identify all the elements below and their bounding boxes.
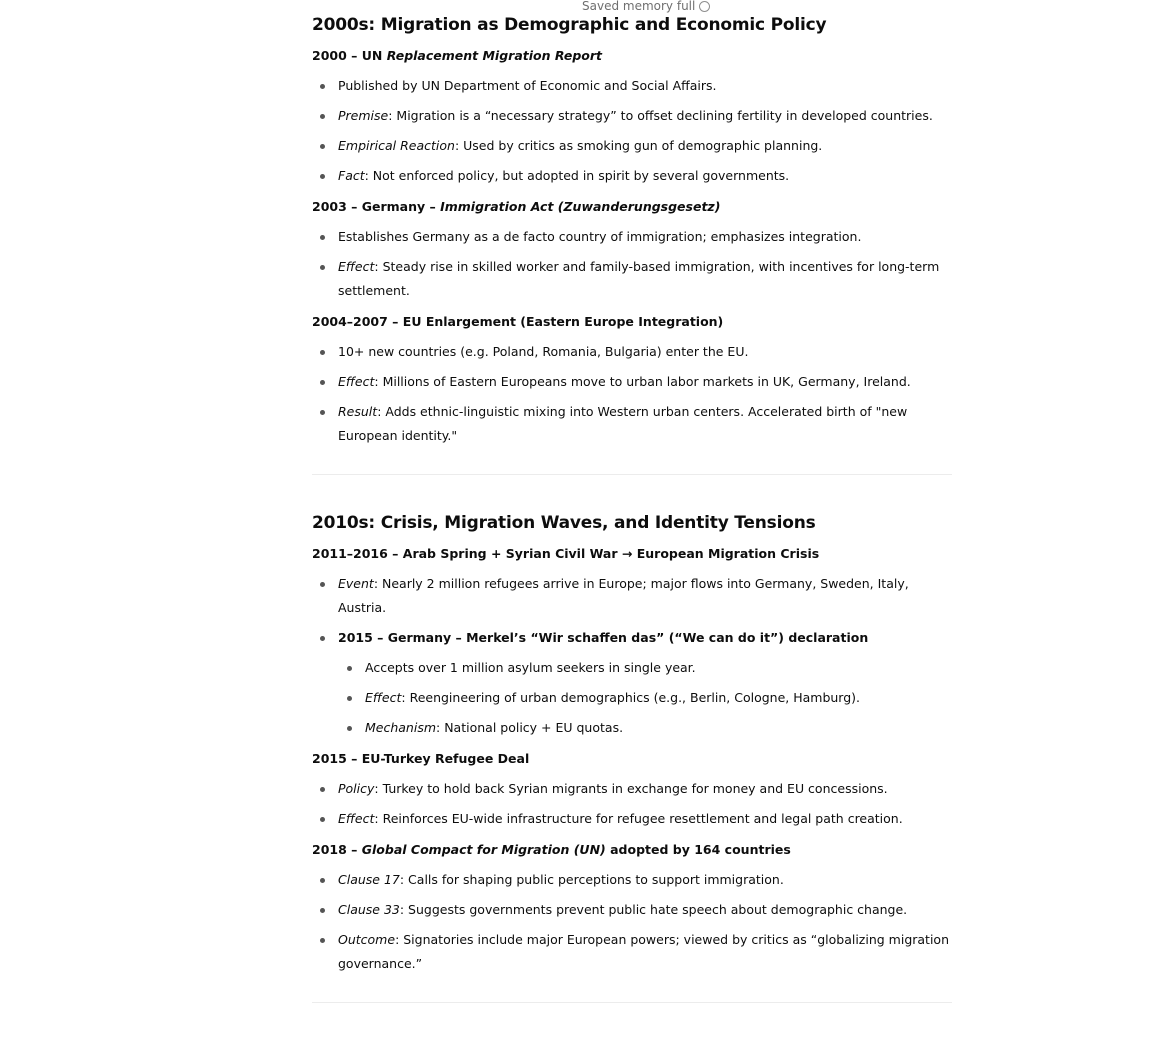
text-segment: : Signatories include major European powers; viewed by critics as “globalizing migration governance.” <box>338 932 949 971</box>
text-segment: Mechanism <box>365 720 437 735</box>
list-item <box>338 898 952 922</box>
bullet-list <box>312 777 952 831</box>
list-item <box>338 225 952 249</box>
event-title <box>312 312 952 332</box>
text-segment: : Used by critics as smoking gun of demographic planning. <box>454 138 823 153</box>
bullet-list <box>312 340 952 448</box>
text-segment: Published by UN Department of Economic and Social Affairs. <box>338 78 717 93</box>
bullet-list <box>312 74 952 188</box>
event-title <box>312 544 952 564</box>
list-item <box>365 716 952 740</box>
text-segment: : Calls for shaping public perceptions to support immigration. <box>399 872 784 887</box>
list-item <box>338 928 952 976</box>
text-segment: Event <box>338 576 374 591</box>
text-segment: : Millions of Eastern Europeans move to urban labor markets in UK, Germany, Ireland. <box>374 374 911 389</box>
text-segment: 10+ new countries (e.g. Poland, Romania, Bulgaria) enter the EU. <box>338 344 749 359</box>
text-segment: Global Compact for Migration (UN) <box>361 842 606 857</box>
text-segment: Result <box>338 404 378 419</box>
text-segment: Empirical Reaction <box>338 138 455 153</box>
text-segment: : Reengineering of urban demographics (e.g., Berlin, Cologne, Hamburg). <box>401 690 861 705</box>
text-segment: Clause 33 <box>338 902 400 917</box>
text-segment: 2018 – <box>312 842 362 857</box>
text-segment: : Not enforced policy, but adopted in spirit by several governments. <box>364 168 790 183</box>
event-title <box>312 840 952 860</box>
text-segment: 2003 – Germany – <box>312 199 441 214</box>
memory-status-text: Saved memory full <box>582 0 696 13</box>
list-item <box>338 104 952 128</box>
bullet-list <box>312 868 952 976</box>
text-segment: 2015 – EU-Turkey Refugee Deal <box>312 751 530 766</box>
text-segment: : Steady rise in skilled worker and family-based immigration, with incentives for long-term settlement. <box>338 259 940 298</box>
text-segment: : Turkey to hold back Syrian migrants in exchange for money and EU concessions. <box>374 781 888 796</box>
event-title <box>312 197 952 217</box>
list-item <box>338 370 952 394</box>
text-segment: : National policy + EU quotas. <box>436 720 624 735</box>
bullet-list <box>312 225 952 303</box>
info-icon <box>699 1 710 12</box>
assistant-message <box>312 13 952 1039</box>
event-title <box>312 46 952 66</box>
text-segment: 2000 – UN <box>312 48 387 63</box>
text-segment: Effect <box>365 690 402 705</box>
list-item <box>338 164 952 188</box>
text-segment: 2011–2016 – Arab Spring + Syrian Civil War → European Migration Crisis <box>312 546 820 561</box>
list-item <box>338 807 952 831</box>
text-segment: Establishes Germany as a de facto country of immigration; emphasizes integration. <box>338 229 862 244</box>
text-segment: 2015 – Germany – Merkel’s “Wir schaffen das” (“We can do it”) declaration <box>338 630 869 645</box>
text-segment: Outcome <box>338 932 396 947</box>
list-item <box>338 255 952 303</box>
list-item <box>365 686 952 710</box>
list-item <box>338 572 952 620</box>
text-segment: 2004–2007 – EU Enlargement (Eastern Europe Integration) <box>312 314 724 329</box>
list-item <box>338 868 952 892</box>
text-segment: Fact <box>338 168 365 183</box>
text-segment: Policy <box>338 781 375 796</box>
list-item <box>338 74 952 98</box>
text-segment: Accepts over 1 million asylum seekers in single year. <box>365 660 696 675</box>
list-item <box>365 656 952 680</box>
text-segment: Immigration Act (Zuwanderungsgesetz) <box>440 199 721 214</box>
text-segment: : Adds ethnic-linguistic mixing into Western urban centers. Accelerated birth of "new European identity." <box>338 404 908 443</box>
text-segment: : Nearly 2 million refugees arrive in Europe; major flows into Germany, Sweden, Italy, Austria. <box>338 576 909 615</box>
list-item <box>338 134 952 158</box>
text-segment: adopted by 164 countries <box>605 842 791 857</box>
text-segment: Effect <box>338 811 375 826</box>
text-segment: Replacement Migration Report <box>386 48 603 63</box>
event-title <box>312 749 952 769</box>
text-segment: Effect <box>338 374 375 389</box>
text-segment: : Reinforces EU-wide infrastructure for refugee resettlement and legal path creation. <box>374 811 903 826</box>
bullet-list <box>338 656 952 740</box>
list-item <box>338 777 952 801</box>
section-divider <box>312 1002 952 1003</box>
list-item <box>338 400 952 448</box>
bullet-list <box>312 572 952 740</box>
list-item <box>338 340 952 364</box>
text-segment: Premise <box>338 108 389 123</box>
text-segment: : Migration is a “necessary strategy” to offset declining fertility in developed countries. <box>388 108 933 123</box>
list-item <box>338 626 952 740</box>
memory-status[interactable] <box>582 0 710 13</box>
section-heading: 2010s: Crisis, Migration Waves, and Identity Tensions <box>312 513 816 533</box>
text-segment: Clause 17 <box>338 872 400 887</box>
text-segment: : Suggests governments prevent public hate speech about demographic change. <box>399 902 908 917</box>
text-segment: Effect <box>338 259 375 274</box>
section-heading: 2000s: Migration as Demographic and Economic Policy <box>312 15 827 35</box>
section-divider <box>312 474 952 475</box>
